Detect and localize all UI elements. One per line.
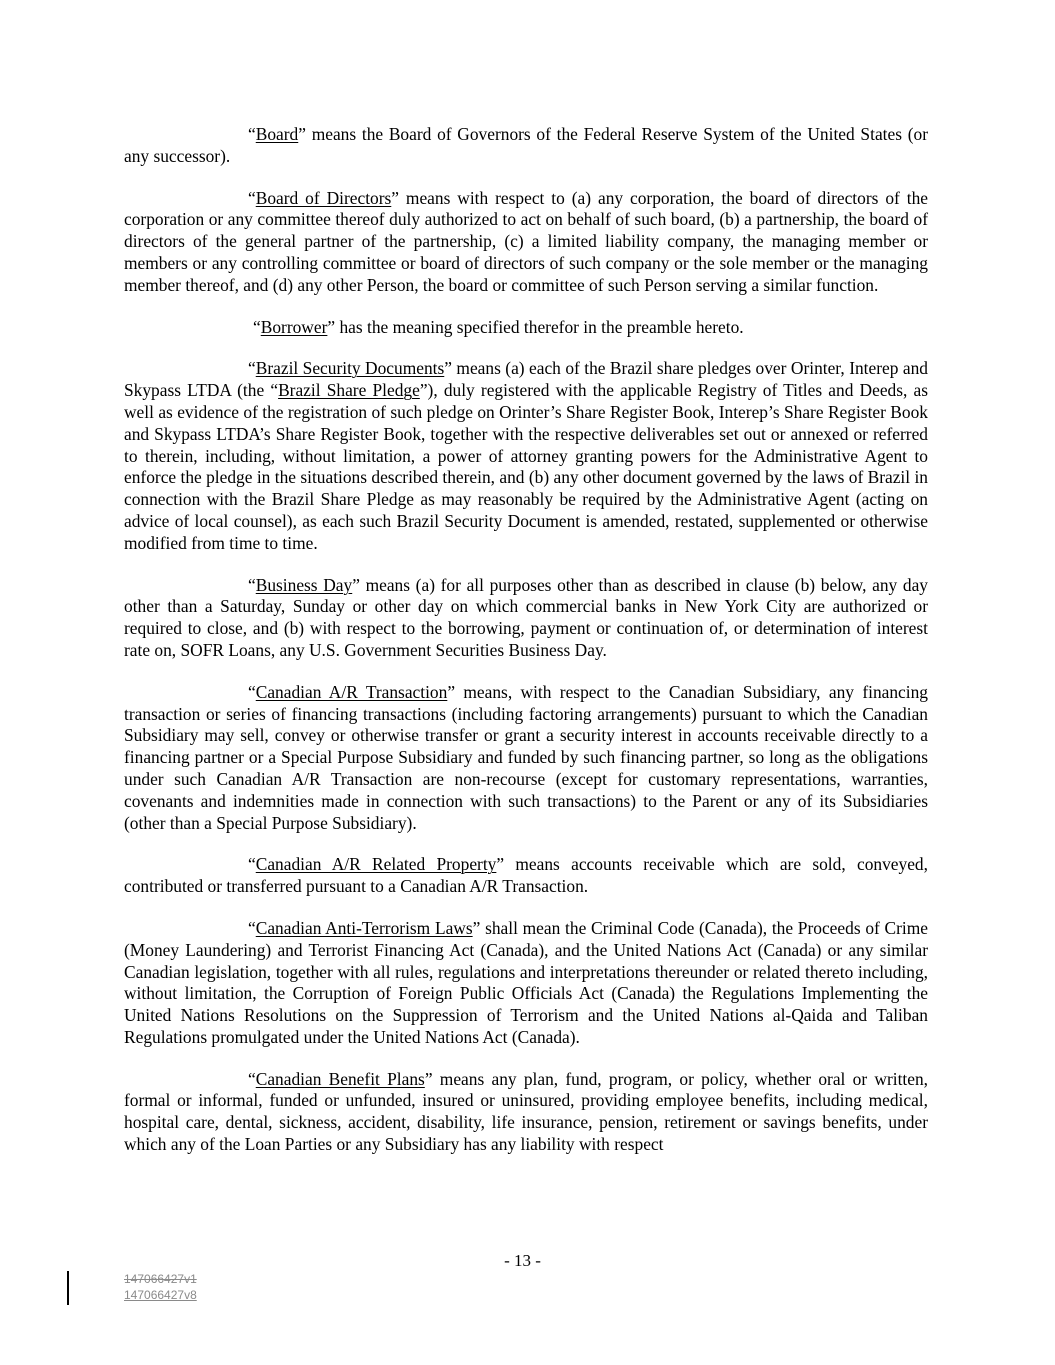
defined-term: Board bbox=[255, 124, 299, 144]
definition-paragraph: “Board of Directors” means with respect to (a) any corporation, the board of directors of the corporation or any committee thereof duly authorized to act on behalf of such board, (b) a partnership, the board of directors of the general partner of the partnership, (c) a limited liability company, the managing member or members or any controlling committee or board of directors of such company or the sole member or the managing member thereof, and (d) any other Person, the board or committee of such Person serving a similar function. bbox=[124, 187, 928, 295]
defined-term: Canadian Benefit Plans bbox=[255, 1068, 425, 1089]
definition-paragraph: “Borrower” has the meaning specified therefor in the preamble hereto. bbox=[253, 316, 744, 337]
defined-term: Brazil Security Documents bbox=[255, 358, 445, 379]
document-id-new: 147066427v8 bbox=[124, 1288, 197, 1302]
definition-paragraph: “Brazil Security Documents” means (a) each of the Brazil share pledges over Orinter, Interep and Skypass LTDA (the “Brazil Share Pledge”), duly registered with the applicable Registry of Titles and Deeds, as well as evidence of the registration of such pledge on Orinter’s Share Register Book, Interep’s Share Register Book and Skypass LTDA’s Share Register Book, together with the respective deliverables set out or annexed or referred to therein, including, without limitation, a power of attorney granting powers for the Administrative Agent to enforce the pledge in the situations described therein, and (b) any other document governed by the laws of Brazil in connection with the Brazil Share Pledge as may reasonably be required by the Administrative Agent (acting on advice of local counsel), as each such Brazil Security Document is amended, restated, supplemented or otherwise modified from time to time. bbox=[124, 358, 929, 553]
definition-paragraph: “Canadian Anti-Terrorism Laws” shall mean the Criminal Code (Canada), the Proceeds of Crime (Money Laundering) and Terrorist Financing Act (Canada), and the United Nations Act (Canada) or any similar Canadian legislation, together with all rules, regulations and interpretations thereunder or related thereto including, without limitation, the Corruption of Foreign Public Officials Act (Canada) the Regulations Implementing the United Nations Resolutions on the Suppression of Terrorism and the United Nations al-Qaida and Taliban Regulations promulgated under the United Nations Act (Canada). bbox=[124, 917, 929, 1047]
document-id-stamp bbox=[124, 1271, 197, 1303]
defined-term: Brazil Share Pledge bbox=[278, 380, 420, 401]
defined-term: Board of Directors bbox=[255, 187, 392, 208]
page-number: - 13 - bbox=[504, 1251, 541, 1270]
definition-paragraph: “Board” means the Board of Governors of the Federal Reserve System of the United States (or any successor). bbox=[124, 124, 928, 166]
revision-change-bar bbox=[67, 1271, 69, 1305]
defined-term: Canadian A/R Related Property bbox=[255, 854, 497, 875]
defined-term: Canadian Anti-Terrorism Laws bbox=[255, 917, 473, 938]
defined-term: Business Day bbox=[255, 574, 353, 595]
definition-paragraph: “Canadian A/R Related Property” means accounts receivable which are sold, conveyed, contributed or transferred pursuant to a Canadian A/R Transaction. bbox=[124, 854, 928, 897]
definition-paragraph: “Canadian Benefit Plans” means any plan, fund, program, or policy, whether oral or written, formal or informal, funded or unfunded, insured or uninsured, providing employee benefits, including medical, hospital care, dental, sickness, accident, disability, life insurance, pension, retirement or savings benefits, under which any of the Loan Parties or any Subsidiary has any liability with respect bbox=[124, 1068, 929, 1155]
defined-term: Canadian A/R Transaction bbox=[255, 681, 448, 702]
definition-paragraph: “Canadian A/R Transaction” means, with respect to the Canadian Subsidiary, any financing transaction or series of financing transactions (including factoring arrangements) pursuant to which the Canadian Subsidiary may sell, convey or otherwise transfer or grant a security interest in accounts receivable directly to a financing partner or a Special Purpose Subsidiary and funded by such financing partner, so long as the obligations under such Canadian A/R Transaction are non-recourse (except for customary representations, warranties, covenants and indemnities made in connection with such transactions) to the Parent or any of its Subsidiaries (other than a Special Purpose Subsidiary). bbox=[124, 681, 929, 833]
defined-term: Borrower bbox=[260, 316, 328, 337]
document-id-old: 147066427v1 bbox=[124, 1272, 197, 1286]
definitions-section bbox=[124, 124, 928, 1156]
definition-paragraph: “Business Day” means (a) for all purposes other than as described in clause (b) below, any day other than a Saturday, Sunday or other day on which commercial banks in New York City are authorized or required to close, and (b) with respect to the borrowing, payment or continuation of, or determination of interest rate on, SOFR Loans, any U.S. Government Securities Business Day. bbox=[124, 574, 928, 660]
